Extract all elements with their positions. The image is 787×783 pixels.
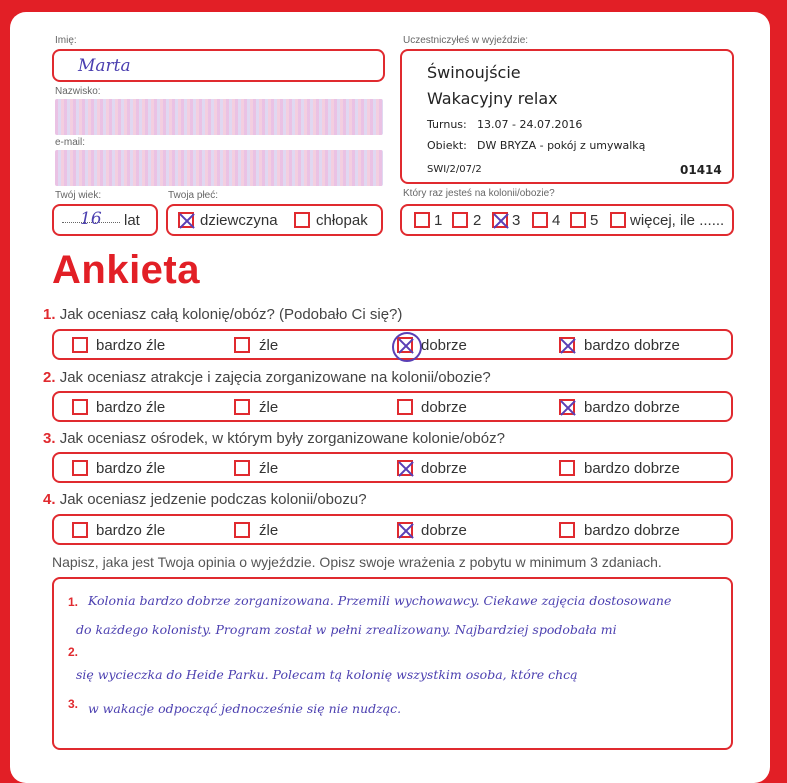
question-2-options (52, 391, 733, 422)
name-field[interactable] (52, 49, 385, 82)
q4-bardzo-zle-checkbox[interactable] (72, 522, 88, 538)
q4-dobrze-label: dobrze (421, 522, 467, 539)
q3-zle-label: źle (259, 460, 279, 477)
q1-zle-label: źle (259, 337, 279, 354)
age-value: 16 (80, 209, 102, 229)
opinion-line-number-3: 3. (68, 697, 79, 711)
question-2-text: Jak oceniasz atrakcje i zajęcia zorganizowane na kolonii/obozie? (59, 369, 491, 386)
question-4-number: 4. (43, 491, 56, 508)
times-3-label: 3 (512, 212, 521, 229)
times-2-label: 2 (473, 212, 482, 229)
q4-dobrze-checkbox[interactable] (397, 522, 413, 538)
times-5-label: 5 (590, 212, 599, 229)
q2-bardzo-dobrze-checkbox[interactable] (559, 399, 575, 415)
q1-dobrze-checkbox[interactable] (397, 337, 413, 353)
times-3-checkbox[interactable] (492, 212, 508, 228)
age-label: Twój wiek: (55, 190, 102, 201)
age-unit: lat (124, 212, 140, 229)
question-4-options (52, 514, 733, 545)
q3-bardzo-zle-checkbox[interactable] (72, 460, 88, 476)
gender-boy-label: chłopak (316, 212, 368, 229)
name-label: Imię: (55, 35, 77, 46)
q2-bardzo-zle-checkbox[interactable] (72, 399, 88, 415)
q1-bardzo-zle-label: bardzo źle (96, 337, 166, 354)
q3-zle-checkbox[interactable] (234, 460, 250, 476)
opinion-line-2: do każdego kolonisty. Program został w pełni zrealizowany. Najbardziej spodobała mi (76, 622, 617, 637)
turnus-label: Turnus: (427, 118, 467, 131)
times-more-checkbox[interactable] (610, 212, 626, 228)
trip-place: Świnoujście (427, 63, 521, 82)
gender-group (166, 204, 383, 236)
opinion-line-4: w wakacje odpocząć jednocześnie się nie nudząc. (88, 701, 402, 716)
question-1-text: Jak oceniasz całą kolonię/obóz? (Podobało Ci się?) (59, 306, 403, 323)
times-5-checkbox[interactable] (570, 212, 586, 228)
question-3-number: 3. (43, 430, 56, 447)
q2-zle-label: źle (259, 399, 279, 416)
question-4-text: Jak oceniasz jedzenie podczas kolonii/obozu? (59, 491, 367, 508)
gender-boy-checkbox[interactable] (294, 212, 310, 228)
opinion-line-number-1: 1. (68, 595, 79, 609)
q4-zle-checkbox[interactable] (234, 522, 250, 538)
times-4-label: 4 (552, 212, 561, 229)
question-1-number: 1. (43, 306, 56, 323)
q3-dobrze-label: dobrze (421, 460, 467, 477)
question-1-options (52, 329, 733, 360)
q1-dobrze-label: dobrze (421, 337, 467, 354)
times-1-checkbox[interactable] (414, 212, 430, 228)
q4-bardzo-dobrze-label: bardzo dobrze (584, 522, 680, 539)
question-4 (43, 491, 367, 508)
q4-zle-label: źle (259, 522, 279, 539)
times-label: Który raz jesteś na kolonii/obozie? (403, 188, 555, 199)
q1-bardzo-zle-checkbox[interactable] (72, 337, 88, 353)
question-1 (43, 306, 402, 323)
times-1-label: 1 (434, 212, 443, 229)
q1-zle-checkbox[interactable] (234, 337, 250, 353)
opinion-line-number-2: 2. (68, 645, 79, 659)
q2-bardzo-dobrze-label: bardzo dobrze (584, 399, 680, 416)
q2-dobrze-checkbox[interactable] (397, 399, 413, 415)
question-3-text: Jak oceniasz ośrodek, w którym były zorganizowane kolonie/obóz? (59, 430, 505, 447)
trip-number: 01414 (680, 163, 722, 177)
q1-bardzo-dobrze-checkbox[interactable] (559, 337, 575, 353)
times-4-checkbox[interactable] (532, 212, 548, 228)
trip-name: Wakacyjny relax (427, 89, 558, 108)
age-field[interactable] (52, 204, 158, 236)
question-3-options (52, 452, 733, 483)
gender-girl-label: dziewczyna (200, 212, 278, 229)
q2-dobrze-label: dobrze (421, 399, 467, 416)
opinion-line-1: Kolonia bardzo dobrze zorganizowana. Przemili wychowawcy. Ciekawe zajęcia dostosowane (88, 593, 672, 608)
q1-bardzo-dobrze-label: bardzo dobrze (584, 337, 680, 354)
question-2 (43, 369, 491, 386)
q3-bardzo-dobrze-checkbox[interactable] (559, 460, 575, 476)
q4-bardzo-dobrze-checkbox[interactable] (559, 522, 575, 538)
trip-info-box (400, 49, 734, 184)
q2-zle-checkbox[interactable] (234, 399, 250, 415)
obiekt-label: Obiekt: (427, 139, 467, 152)
q4-bardzo-zle-label: bardzo źle (96, 522, 166, 539)
gender-label: Twoja płeć: (168, 190, 219, 201)
opinion-textarea[interactable] (52, 577, 733, 750)
obiekt-value: DW BRYZA - pokój z umywalką (477, 139, 646, 152)
times-group (400, 204, 734, 236)
times-2-checkbox[interactable] (452, 212, 468, 228)
q3-dobrze-checkbox[interactable] (397, 460, 413, 476)
survey-title: Ankieta (52, 248, 200, 292)
opinion-prompt: Napisz, jaka jest Twoja opinia o wyjeździe. Opisz swoje wrażenia z pobytu w minimum 3 zdaniach. (52, 554, 662, 570)
question-3 (43, 430, 505, 447)
participant-label: Uczestniczyłeś w wyjeździe: (403, 35, 529, 46)
email-redacted (55, 150, 383, 186)
q2-bardzo-zle-label: bardzo źle (96, 399, 166, 416)
gender-girl-checkbox[interactable] (178, 212, 194, 228)
question-2-number: 2. (43, 369, 56, 386)
opinion-line-3: się wycieczka do Heide Parku. Polecam tą kolonię wszystkim osoba, które chcą (76, 667, 578, 682)
q3-bardzo-zle-label: bardzo źle (96, 460, 166, 477)
trip-code: SWI/2/07/2 (427, 164, 482, 175)
times-more-label: więcej, ile ...... (630, 212, 725, 229)
surname-label: Nazwisko: (55, 86, 101, 97)
email-label: e-mail: (55, 137, 86, 148)
surname-redacted (55, 99, 383, 135)
name-value: Marta (78, 56, 131, 76)
q3-bardzo-dobrze-label: bardzo dobrze (584, 460, 680, 477)
turnus-value: 13.07 - 24.07.2016 (477, 118, 583, 131)
